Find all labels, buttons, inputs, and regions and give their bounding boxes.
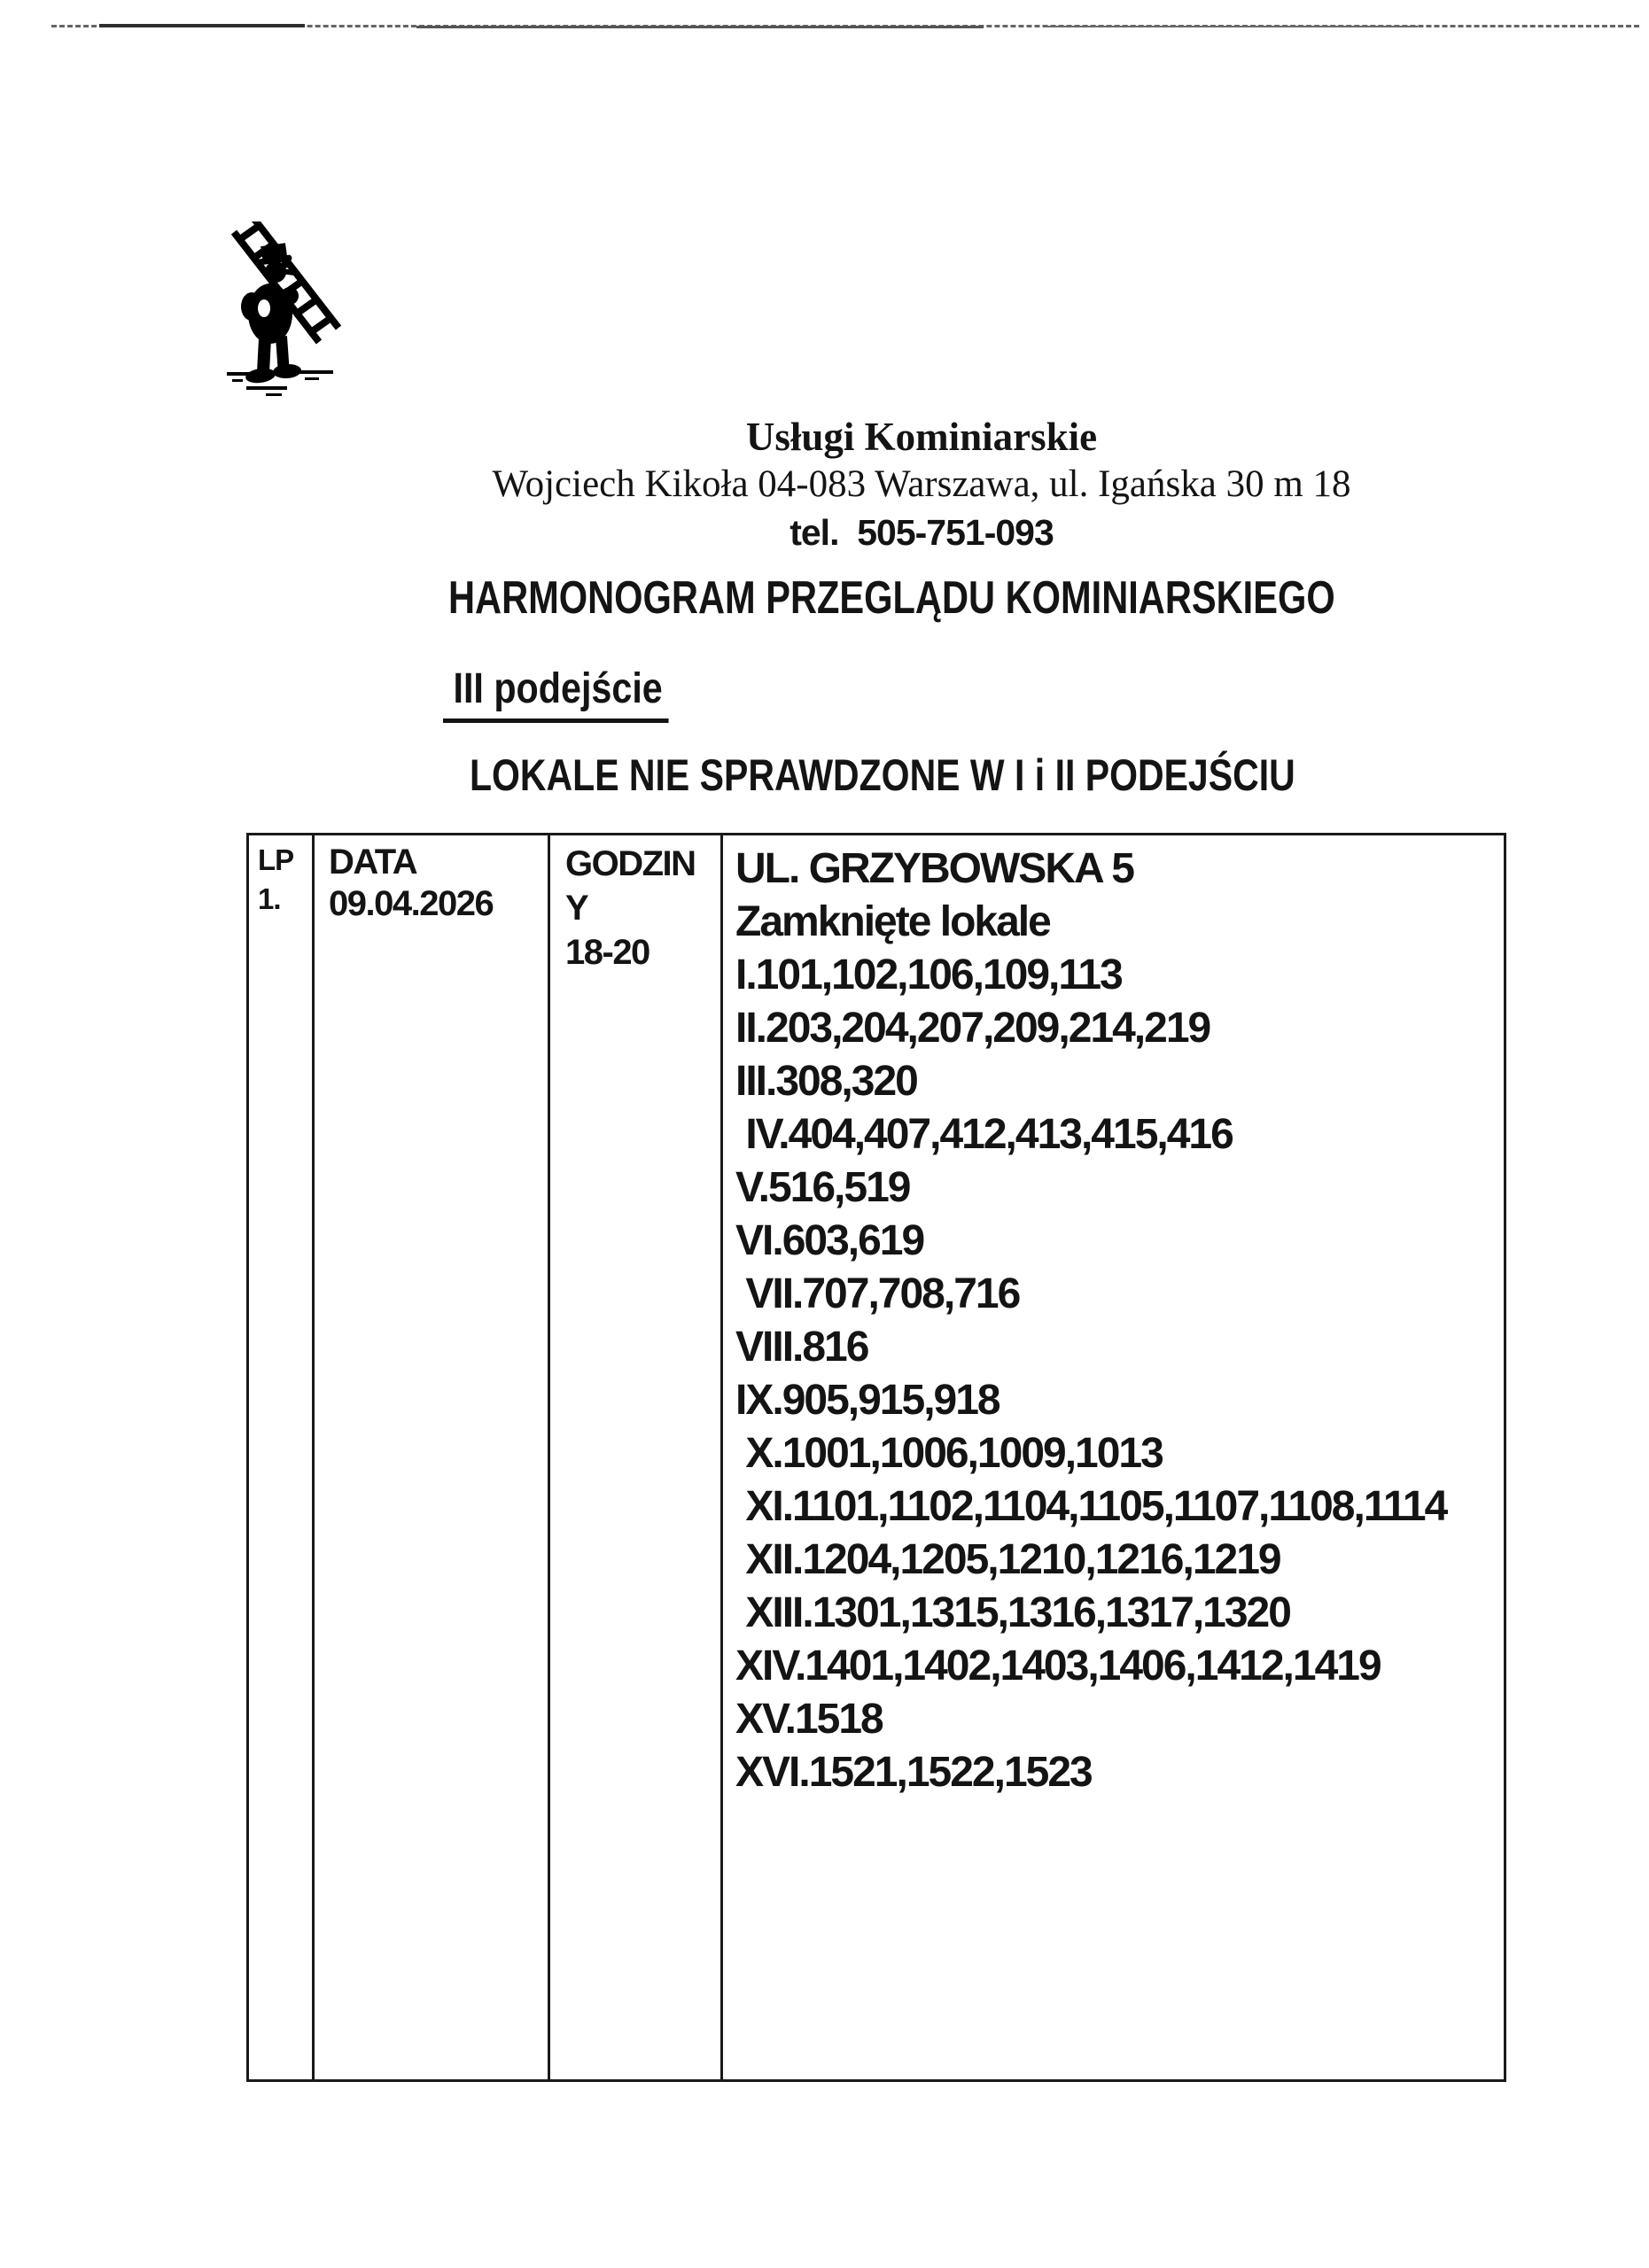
attempt-heading-text: III podejście [443,664,669,723]
locations-line: UL. GRZYBOWSKA 5 [735,845,1133,892]
company-phone: tel. 505-751-093 [789,512,1054,553]
scan-artifact-solid-segment [99,24,305,27]
hours-line: GODZIN [565,844,696,883]
locations-line: XVI.1521,1522,1523 [735,1749,1092,1796]
attempt-heading [443,664,705,723]
table-cell-locations [723,835,1504,2079]
table-cell-date [315,835,550,2079]
locations-line: VIII.816 [735,1324,868,1371]
locations-line: XIII.1301,1315,1316,1317,1320 [735,1589,1290,1636]
company-name: Usługi Kominiarskie [745,415,1098,459]
lp-line: 1. [258,882,281,915]
company-address: Wojciech Kikoła 04-083 Warszawa, ul. Igańska 30 m 18 [492,463,1351,505]
hours-line: 18-20 [565,933,649,972]
locations-line: II.203,204,207,209,214,219 [735,1005,1210,1052]
locations-line: IX.905,915,918 [735,1377,1000,1424]
main-title: HARMONOGRAM PRZEGLĄDU KOMINIARSKIEGO [448,572,1335,624]
schedule-table [246,833,1506,2082]
letterhead [292,413,1551,556]
table-cell-hours [550,835,723,2079]
scan-artifact-solid-segment [416,26,984,28]
locations-line: VII.707,708,716 [735,1270,1020,1317]
locations-line: XIV.1401,1402,1403,1406,1412,1419 [735,1643,1381,1689]
subtitle: LOKALE NIE SPRAWDZONE W I i II PODEJŚCIU [470,750,1295,800]
locations-line: I.101,102,106,109,113 [735,951,1122,998]
locations-line: IV.404,407,412,413,415,416 [735,1111,1233,1158]
locations-line: V.516,519 [735,1164,910,1211]
locations-line: X.1001,1006,1009,1013 [735,1430,1163,1477]
table-cell-lp [249,835,315,2079]
locations-line: XII.1204,1205,1210,1216,1219 [735,1536,1280,1583]
locations-line: Zamknięte lokale [735,898,1050,945]
lp-line: LP [258,843,294,876]
scan-artifact-solid-segment [1046,26,1418,27]
chimney-sweep-icon [220,221,358,406]
locations-line: XV.1518 [735,1696,883,1743]
date-line: 09.04.2026 [329,884,494,923]
locations-line: III.308,320 [735,1058,917,1105]
date-line: DATA [329,843,417,882]
hours-line: Y [565,889,588,928]
locations-line: XI.1101,1102,1104,1105,1107,1108,1114 [735,1483,1447,1530]
locations-line: VI.603,619 [735,1217,924,1264]
